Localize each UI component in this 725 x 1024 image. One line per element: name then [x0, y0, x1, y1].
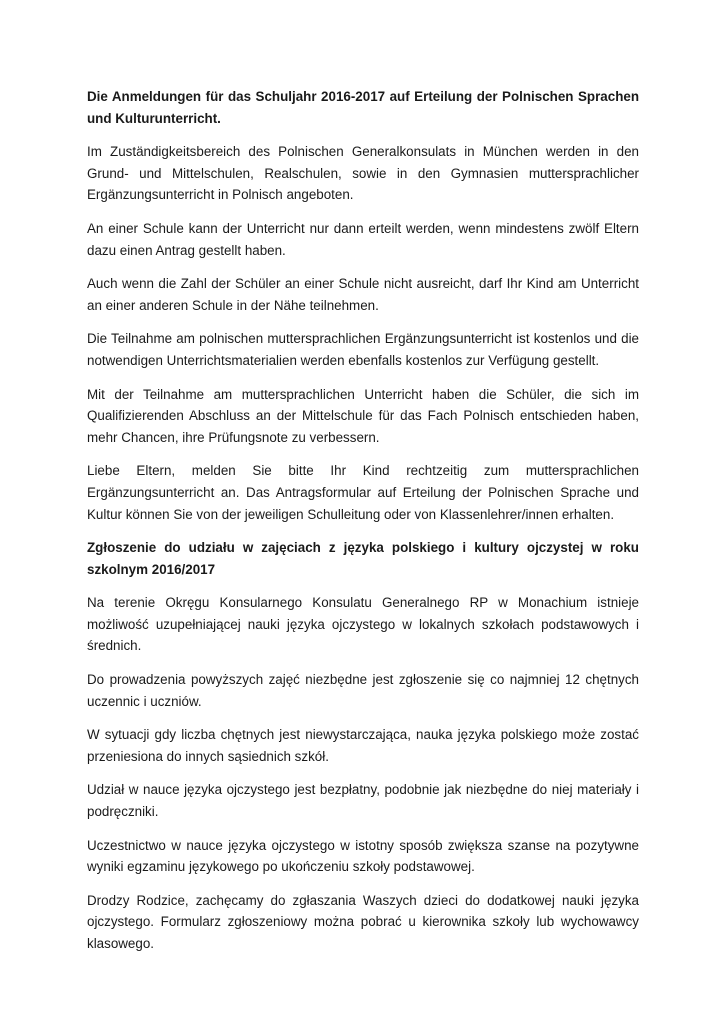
- german-paragraph-6: Liebe Eltern, melden Sie bitte Ihr Kind rechtzeitig zum muttersprachlichen Ergänzungsunterricht an. Das Antragsformular auf Erteilung der Polnischen Sprache und Kultur können Sie von der jeweiligen Schulleitung oder von Klassenlehrer/innen erhalten.: [87, 463, 639, 522]
- german-paragraph-1: Im Zuständigkeitsbereich des Polnischen Generalkonsulats in München werden in den Grund- und Mittelschulen, Realschulen, sowie in den Gymnasien muttersprachlicher Ergänzungsunterricht in Polnisch angeboten.: [87, 144, 639, 203]
- german-section: [87, 86, 639, 525]
- german-paragraph-4: Die Teilnahme am polnischen muttersprachlichen Ergänzungsunterricht ist kostenlos und die notwendigen Unterrichtsmaterialien werden ebenfalls kostenlos zur Verfügung gestellt.: [87, 331, 639, 368]
- polish-paragraph-5: Uczestnictwo w nauce języka ojczystego w istotny sposób zwiększa szanse na pozytywne wyniki egzaminu językowego po ukończeniu szkoły podstawowej.: [87, 837, 639, 875]
- polish-heading: Zgłoszenie do udziału w zajęciach z języka polskiego i kultury ojczystej w roku szkolnym 2016/2017: [87, 540, 639, 577]
- polish-paragraph-1: Na terenie Okręgu Konsularnego Konsulatu Generalnego RP w Monachium istnieje możliwość uzupełniającej nauki języka ojczystego w lokalnych szkołach podstawowych i średnich.: [87, 595, 639, 654]
- polish-paragraph-3: W sytuacji gdy liczba chętnych jest niewystarczająca, nauka języka polskiego może zostać przeniesiona do innych sąsiednich szkół.: [87, 727, 639, 764]
- polish-paragraph-4: Udział w nauce języka ojczystego jest bezpłatny, podobnie jak niezbędne do niej materiały i podręczniki.: [87, 782, 639, 820]
- polish-section: [87, 537, 639, 955]
- polish-paragraph-6: Drodzy Rodzice, zachęcamy do zgłaszania Waszych dzieci do dodatkowej nauki języka ojczystego. Formularz zgłoszeniowy można pobrać u kierownika szkoły lub wychowawcy klasowego.: [87, 892, 639, 951]
- polish-paragraph-2: Do prowadzenia powyższych zajęć niezbędne jest zgłoszenie się co najmniej 12 chętnych uczennic i uczniów.: [87, 672, 639, 709]
- german-paragraph-3: Auch wenn die Zahl der Schüler an einer Schule nicht ausreicht, darf Ihr Kind am Unterricht an einer anderen Schule in der Nähe teilnehmen.: [87, 276, 639, 313]
- german-heading: Die Anmeldungen für das Schuljahr 2016-2017 auf Erteilung der Polnischen Sprachen und Kulturunterricht.: [87, 89, 639, 126]
- document-page: [87, 86, 639, 967]
- german-paragraph-2: An einer Schule kann der Unterricht nur dann erteilt werden, wenn mindestens zwölf Eltern dazu einen Antrag gestellt haben.: [87, 220, 639, 258]
- german-paragraph-5: Mit der Teilnahme am muttersprachlichen Unterricht haben die Schüler, die sich im Qualifizierenden Abschluss an der Mittelschule für das Fach Polnisch entschieden haben, mehr Chancen, ihre Prüfungsnote zu verbessern.: [87, 386, 639, 445]
